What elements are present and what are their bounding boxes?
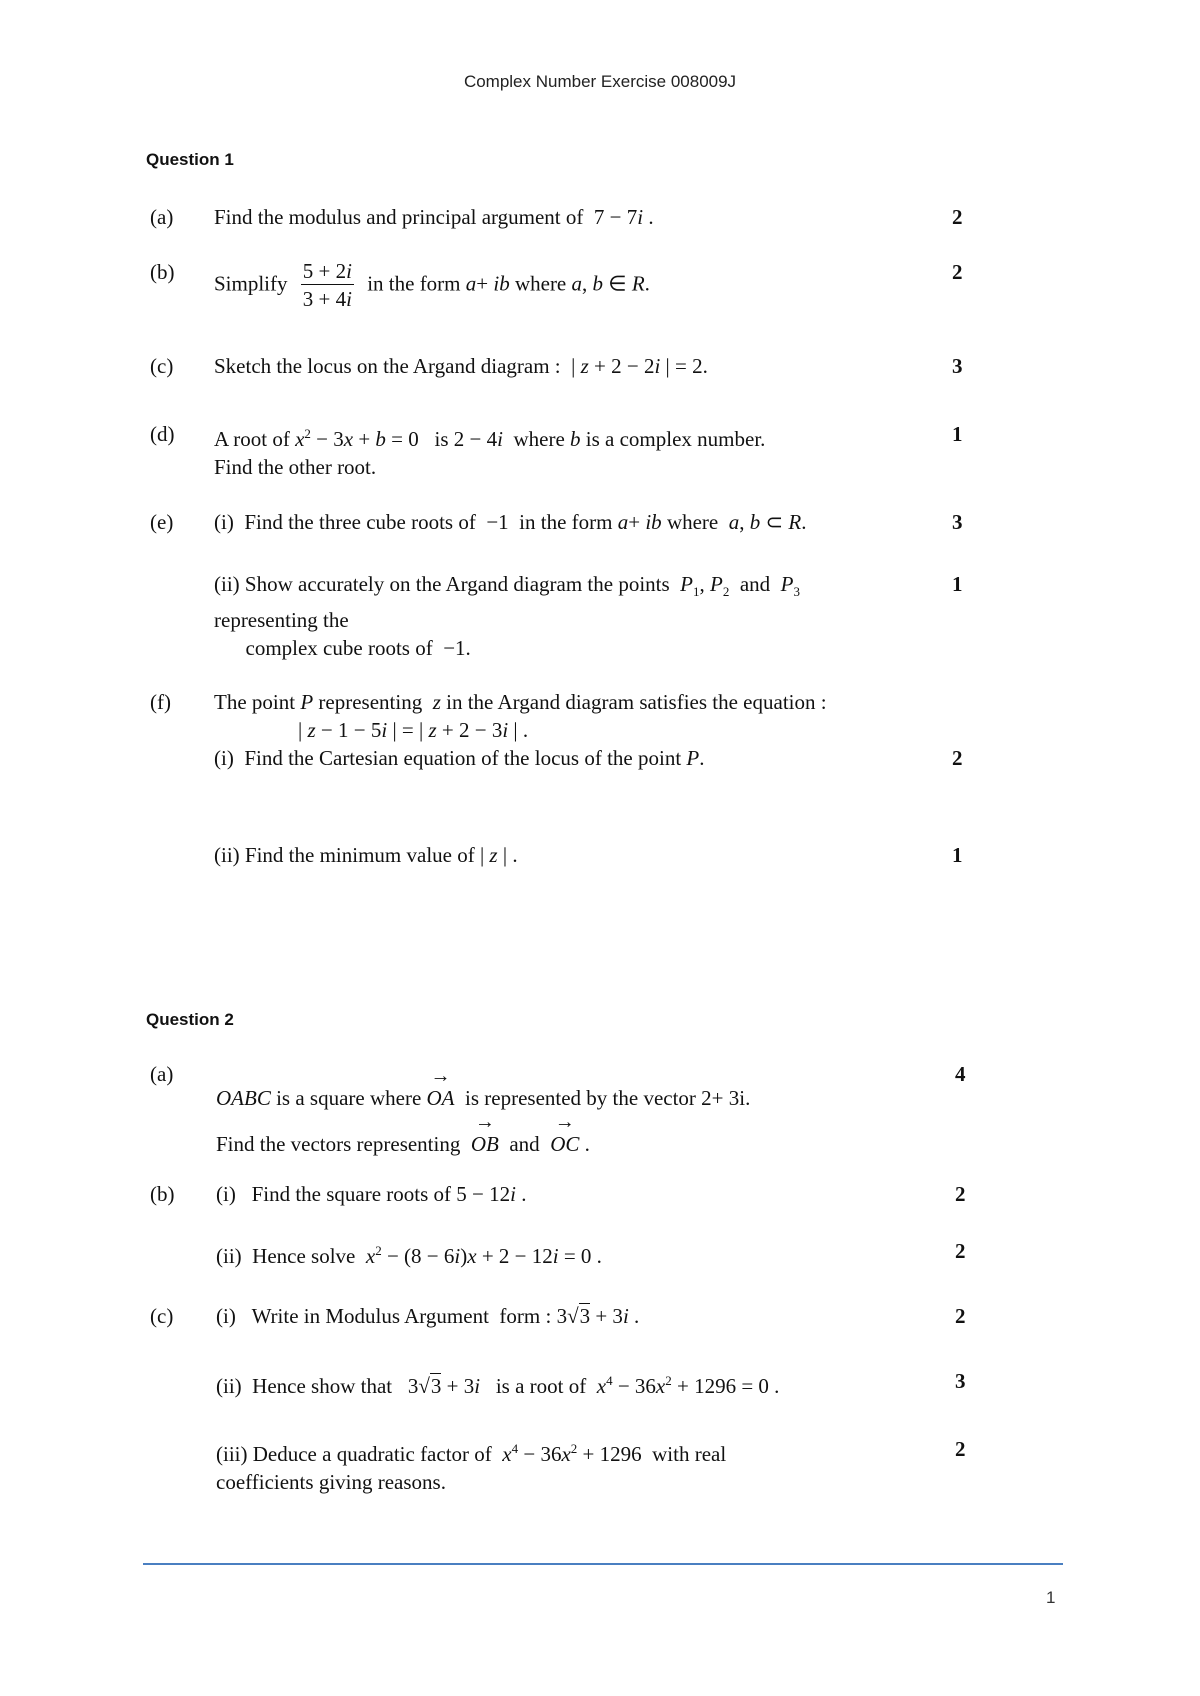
q1-c-label: (c) <box>150 354 174 378</box>
q2-b-label: (b) <box>150 1182 175 1206</box>
q2-b-ii-text: (ii) Hence solve $x^2 - (8 - 6i)x + 2 - 12i = 0$ . <box>216 1243 602 1268</box>
q2-c-ii-text: (ii) Hence show that 3√3 + 3i is a root of $x^4 - 36x^2 + 1296 = 0$ . <box>216 1373 780 1398</box>
q2-b-i-mark: 2 <box>955 1182 966 1206</box>
q1-b-fraction: $\frac{5 + 2i}{3 + 4i}$ <box>302 259 352 311</box>
q2-b-i-text: (i) Find the square roots of 5 − 12i . <box>216 1182 527 1206</box>
q1-a-mark: 2 <box>952 205 963 229</box>
q2-c-iii-text: (iii) Deduce a quadratic factor of $x^4 - 36x^2 + 1296$ with real coefficients giving reasons. <box>216 1441 727 1494</box>
q1-e-label: (e) <box>150 510 174 534</box>
q2-a-mark: 4 <box>955 1062 966 1086</box>
q1-b-label: (b) <box>150 260 175 284</box>
q1-a-text: Find the modulus and principal argument of 7 − 7i . <box>214 205 654 229</box>
q2-c-label: (c) <box>150 1304 174 1328</box>
q2-c-ii-mark: 3 <box>955 1369 966 1393</box>
q1-d-text: A root of $x^2 - 3x + b = 0$ is 2 − 4i where b is a complex number. Find the other root. <box>214 426 766 479</box>
q1-c-mark: 3 <box>952 354 963 378</box>
q1-f-ii-mark: 1 <box>952 843 963 867</box>
q1-d-label: (d) <box>150 422 175 446</box>
q1-c-text: Sketch the locus on the Argand diagram : | z + 2 − 2i | = 2. <box>214 354 708 378</box>
q1-e-i-mark: 3 <box>952 510 963 534</box>
q2-b-ii-mark: 2 <box>955 1239 966 1263</box>
footer-divider <box>143 1563 1063 1565</box>
question-1-title: Question 1 <box>146 150 234 169</box>
q1-f-i-mark: 2 <box>952 746 963 770</box>
q1-f-text: The point P representing z in the Argand diagram satisfies the equation : | z − 1 − 5i | = | z + 2 − 3i | . (i) Find the Cartesian equation of the locus of the point P. <box>214 690 827 770</box>
q1-f-ii-text: (ii) Find the minimum value of | z | . <box>214 843 518 867</box>
page-header: Complex Number Exercise 008009J <box>463 72 737 91</box>
q1-e-ii-text: (ii) Show accurately on the Argand diagram the points $P_1$, $P_2$ and $P_3$ representing the complex cube roots of −1. <box>214 572 800 661</box>
question-2-title: Question 2 <box>146 1010 234 1029</box>
q1-e-ii-mark: 1 <box>952 572 963 596</box>
q1-f-label: (f) <box>150 690 171 714</box>
q1-a-label: (a) <box>150 205 174 229</box>
q1-b-mark: 2 <box>952 260 963 284</box>
q1-d-mark: 1 <box>952 422 963 446</box>
q1-b-expression: Simplify $\frac{5 + 2i}{3 + 4i}$ in the form a+ ib where a, b ∈ R. <box>214 259 650 311</box>
q2-c-i-mark: 2 <box>955 1304 966 1328</box>
q1-e-i-text: (i) Find the three cube roots of −1 in the form a+ ib where a, b ⊂ R. <box>214 510 807 534</box>
page-number: 1 <box>1046 1588 1056 1607</box>
q2-a-label: (a) <box>150 1062 174 1086</box>
q2-c-iii-mark: 2 <box>955 1437 966 1461</box>
q2-a-text: OABC is a square where → OA is represented by the vector 2+ 3i. Find the vectors representing → OB and → OC . <box>216 1075 916 1167</box>
q2-c-i-text: (i) Write in Modulus Argument form : 3√3 + 3i . <box>216 1304 640 1328</box>
